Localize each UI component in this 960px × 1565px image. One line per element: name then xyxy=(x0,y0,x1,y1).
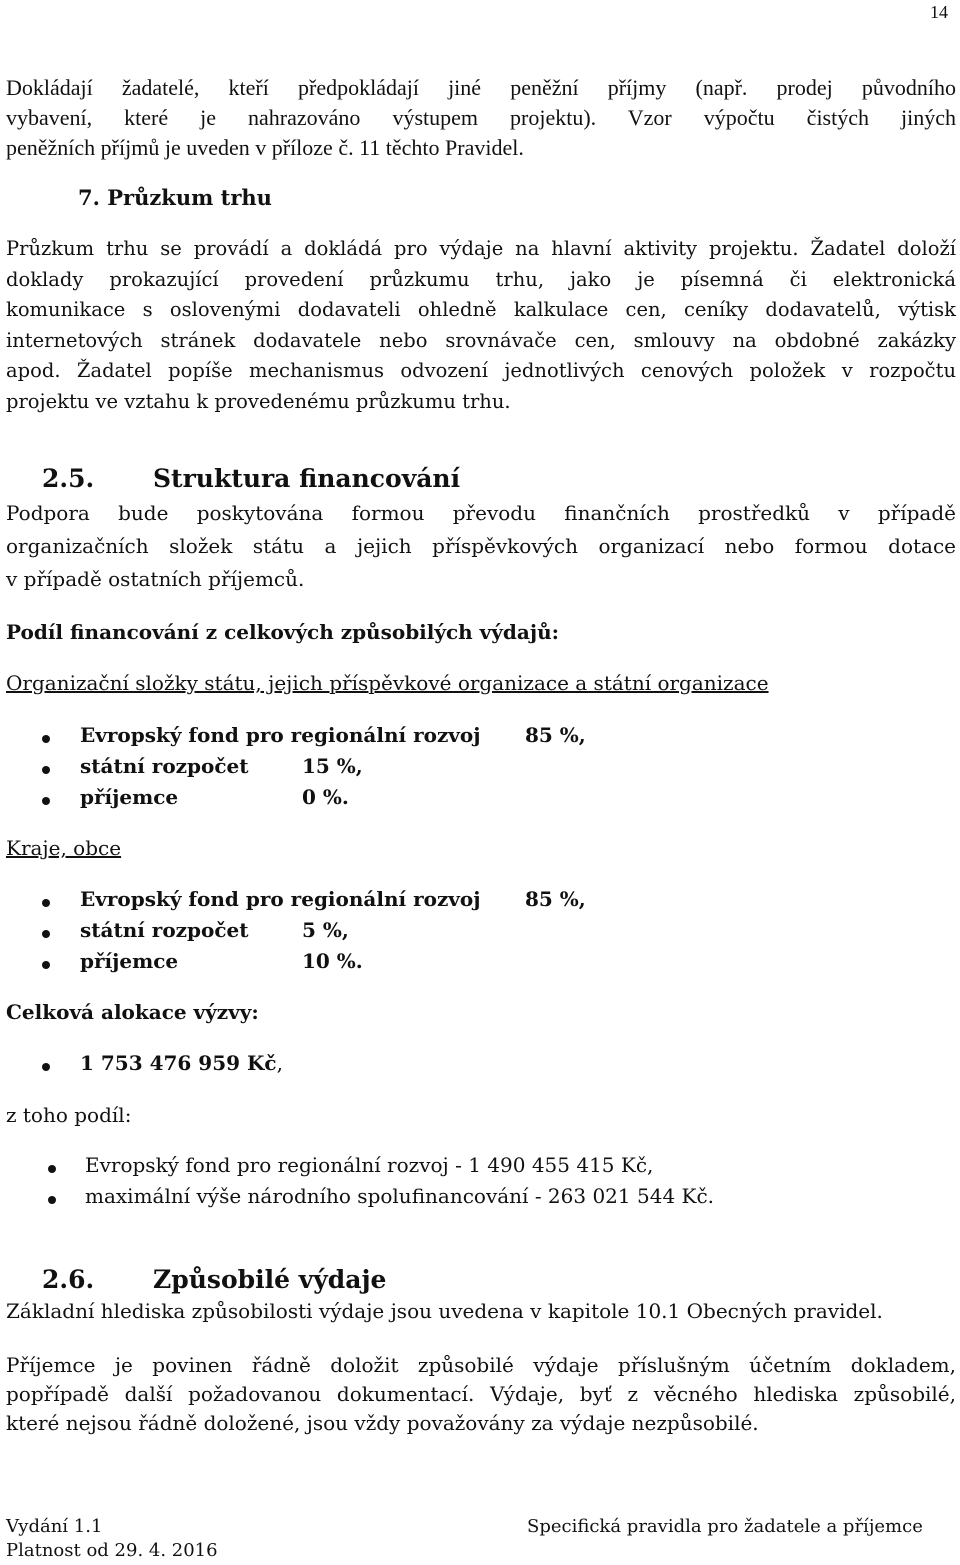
bullet-dot xyxy=(48,1196,56,1204)
bullet-dot xyxy=(42,735,50,743)
section25-line: organizačních složek státu a jejich příspěvkových organizací nebo formou dotace xyxy=(6,534,956,558)
section7-line: internetových stránek dodavatele nebo srovnávače cen, smlouvy na obdobné zakázky xyxy=(6,328,956,352)
allocation-suffix: , xyxy=(276,1051,283,1075)
bullet-dot xyxy=(48,1165,56,1173)
group1-item-label: státní rozpočet xyxy=(80,754,249,778)
bullet-dot xyxy=(42,1063,50,1071)
section26-number: 2.6. xyxy=(42,1265,95,1294)
section26-title: Způsobilé výdaje xyxy=(153,1265,387,1294)
group2-label: Kraje, obce xyxy=(6,836,122,860)
page-number: 14 xyxy=(930,2,948,22)
section26-line: popřípadě další požadovanou dokumentací. Výdaje, byť z věcného hlediska způsobilé, xyxy=(6,1382,956,1406)
group1-item-value: 85 %, xyxy=(525,723,586,747)
group2-item-label: státní rozpočet xyxy=(80,918,249,942)
share-label: z toho podíl: xyxy=(6,1103,132,1127)
group1-item-value: 15 %, xyxy=(302,754,363,778)
bullet-dot xyxy=(42,766,50,774)
group1-item-value: 0 %. xyxy=(302,785,349,809)
section7-paragraph xyxy=(6,234,956,417)
share-item: maximální výše národního spolufinancování - 263 021 544 Kč. xyxy=(85,1184,715,1208)
section7-heading: 7. Průzkum trhu xyxy=(78,185,272,210)
group2-item-value: 5 %, xyxy=(302,918,349,942)
allocation-amount: 1 753 476 959 Kč xyxy=(80,1051,277,1075)
group1-label: Organizační složky státu, jejich příspěvkové organizace a státní organizace xyxy=(6,671,769,695)
section7-line: projektu ve vztahu k provedenému průzkumu trhu. xyxy=(6,389,511,413)
group1-item-label: příjemce xyxy=(80,785,179,809)
group2-item-value: 85 %, xyxy=(525,887,586,911)
section7-line: komunikace s oslovenými dodavateli ohledně kalkulace cen, ceníky dodavatelů, výtisk xyxy=(6,298,956,321)
section26-line1: Základní hlediska způsobilosti výdaje jsou uvedena v kapitole 10.1 Obecných pravidel. xyxy=(6,1299,883,1323)
group2-item-value: 10 %. xyxy=(302,949,363,973)
section7-line: Průzkum trhu se provádí a dokládá pro výdaje na hlavní aktivity projektu. Žadatel doloží xyxy=(6,237,956,260)
section25-title: Struktura financování xyxy=(153,464,461,493)
section26-line: které nejsou řádně doložené, jsou vždy považovány za výdaje nezpůsobilé. xyxy=(6,1411,759,1435)
intro-paragraph xyxy=(6,73,956,163)
footer-valid-from: Platnost od 29. 4. 2016 xyxy=(6,1540,218,1561)
footer-version: Vydání 1.1 xyxy=(6,1516,103,1537)
section25-line: Podpora bude poskytována formou převodu finančních prostředků v případě xyxy=(6,501,956,525)
bullet-dot xyxy=(42,899,50,907)
bullet-dot xyxy=(42,930,50,938)
section25-paragraph xyxy=(6,497,956,596)
share-item: Evropský fond pro regionální rozvoj - 1 490 455 415 Kč, xyxy=(85,1153,654,1177)
intro-line: peněžních příjmů je uveden v příloze č. 11 těchto Pravidel. xyxy=(6,135,524,160)
group2-item-label: Evropský fond pro regionální rozvoj xyxy=(80,887,481,911)
bullet-dot xyxy=(42,797,50,805)
section7-line: doklady prokazující provedení průzkumu trhu, jako je písemná či elektronická xyxy=(6,267,956,291)
intro-line: Dokládají žadatelé, kteří předpokládají jiné peněžní příjmy (např. prodej původního xyxy=(6,75,956,100)
bullet-dot xyxy=(42,961,50,969)
group2-item-label: příjemce xyxy=(80,949,179,973)
intro-line: vybavení, které je nahrazováno výstupem projektu). Vzor výpočtu čistých jiných xyxy=(6,105,956,130)
allocation-item xyxy=(80,1051,283,1075)
share-heading: Podíl financování z celkových způsobilých výdajů: xyxy=(6,620,560,644)
allocation-heading: Celková alokace výzvy: xyxy=(6,1000,259,1024)
section25-line: v případě ostatních příjemců. xyxy=(6,567,305,591)
footer-doc-title: Specifická pravidla pro žadatele a příjemce xyxy=(527,1516,923,1537)
section26-paragraph xyxy=(6,1351,956,1438)
section26-line: Příjemce je povinen řádně doložit způsobilé výdaje příslušným účetním dokladem, xyxy=(6,1353,956,1377)
section25-number: 2.5. xyxy=(42,464,95,493)
group1-item-label: Evropský fond pro regionální rozvoj xyxy=(80,723,481,747)
section7-line: apod. Žadatel popíše mechanismus odvození jednotlivých cenových položek v rozpočtu xyxy=(6,359,956,382)
